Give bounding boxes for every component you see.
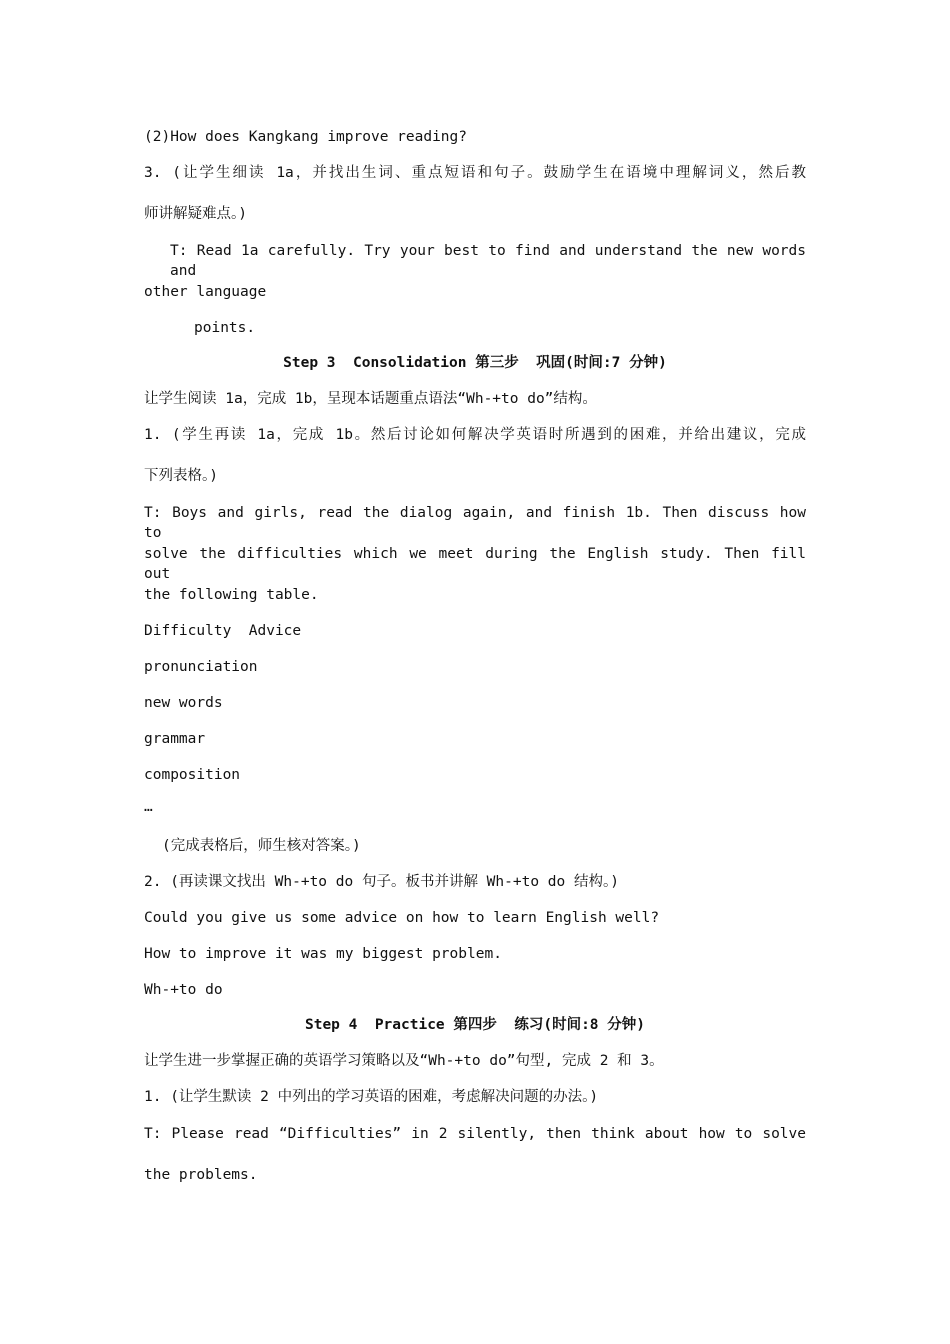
text-line: 2. (再读课文找出 Wh-+to do 句子。板书并讲解 Wh-+to do 结构。): [144, 874, 619, 890]
text-line: the problems.: [144, 1167, 258, 1183]
text-line: the following table.: [144, 587, 319, 603]
text-line: T: Boys and girls, read the dialog again, and finish 1b. Then discuss how to: [144, 505, 806, 541]
text-line: T: Please read “Difficulties” in 2 silently, then think about how to solve: [144, 1126, 806, 1142]
table-row: grammar: [144, 731, 206, 747]
table-row: new words: [144, 695, 223, 711]
table-header: Difficulty Advice: [144, 623, 302, 639]
example-sentence: Could you give us some advice on how to learn English well?: [144, 910, 660, 926]
table-row: pronunciation: [144, 659, 258, 675]
text-line: 1. (让学生默读 2 中列出的学习英语的困难，考虑解决问题的办法。): [144, 1089, 599, 1105]
text-line: 3. (让学生细读 1a，并找出生词、重点短语和句子。鼓励学生在语境中理解词义，然后教: [144, 165, 806, 181]
text-line: 师讲解疑难点。): [144, 206, 247, 222]
section-heading-step-3: Step 3 Consolidation 第三步 巩固(时间:7 分钟): [283, 355, 667, 371]
text-line: solve the difficulties which we meet during the English study. Then fill out: [144, 546, 806, 582]
example-sentence: How to improve it was my biggest problem.: [144, 946, 502, 962]
text-line: (2)How does Kangkang improve reading?: [144, 129, 468, 145]
text-line: 让学生进一步掌握正确的英语学习策略以及“Wh-+to do”句型, 完成 2 和 3。: [144, 1053, 664, 1069]
text-line: (完成表格后，师生核对答案。): [162, 838, 361, 854]
text-line: 让学生阅读 1a，完成 1b，呈现本话题重点语法“Wh-+to do”结构。: [144, 391, 597, 407]
text-line: T: Read 1a carefully. Try your best to find and understand the new words and: [170, 243, 806, 279]
text-line: 1. (学生再读 1a，完成 1b。然后讨论如何解决学英语时所遇到的困难，并给出建议，完成: [144, 427, 806, 443]
text-line: points.: [194, 320, 256, 336]
text-line: 下列表格。): [144, 468, 218, 484]
section-heading-step-4: Step 4 Practice 第四步 练习(时间:8 分钟): [304, 1017, 645, 1033]
text-line: other language: [144, 284, 267, 300]
table-row-ellipsis: …: [144, 799, 153, 815]
table-row: composition: [144, 767, 241, 783]
grammar-pattern: Wh-+to do: [144, 982, 223, 998]
